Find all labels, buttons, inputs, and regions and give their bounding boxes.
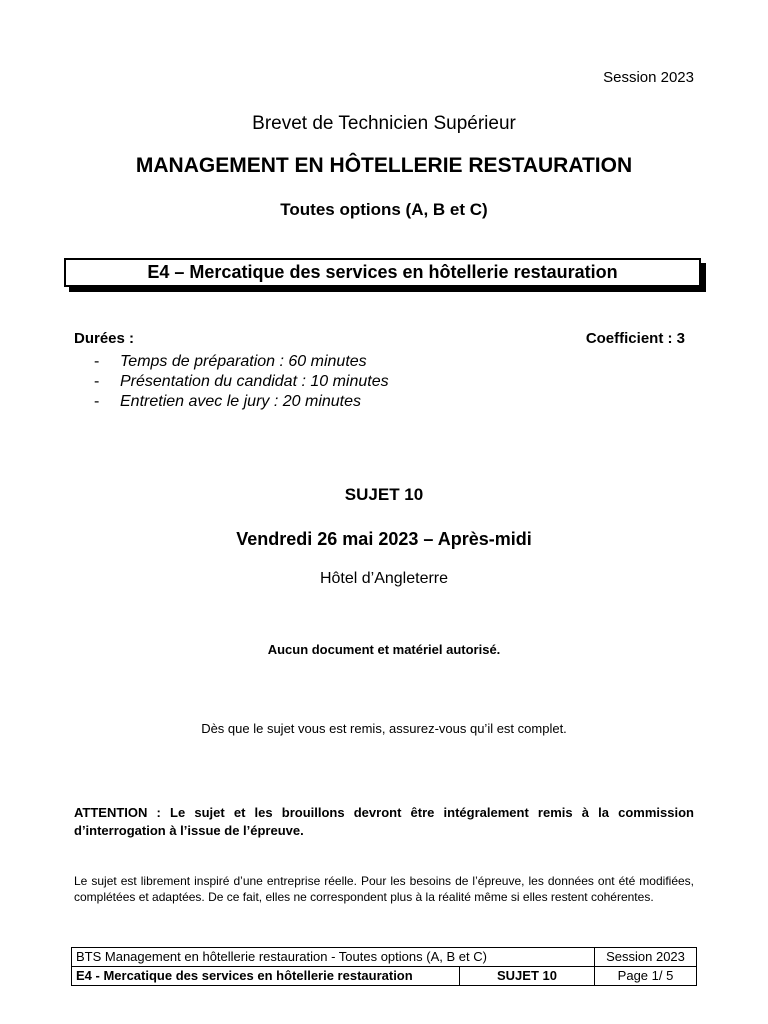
coefficient-label: Coefficient : 3: [585, 330, 685, 347]
options-subtitle: Toutes options (A, B et C): [280, 200, 488, 219]
footer-epreuve: E4 - Mercatique des services en hôtellerie restauration: [72, 967, 460, 986]
epreuve-title-box: [64, 258, 701, 287]
footer-page: Page 1/ 5: [595, 967, 697, 986]
sujet-number: SUJET 10: [344, 485, 424, 504]
diploma-title: Brevet de Technicien Supérieur: [252, 113, 516, 134]
list-item-text: Temps de préparation : 60 minutes: [120, 353, 367, 370]
no-documents-notice: Aucun document et matériel autorisé.: [267, 642, 501, 657]
list-dash: -: [94, 353, 100, 370]
session-label: Session 2023: [603, 69, 694, 86]
table-row: [72, 967, 697, 986]
footer-course: BTS Management en hôtellerie restauration - Toutes options (A, B et C): [72, 948, 595, 967]
list-item: [94, 352, 389, 372]
durees-label: Durées :: [74, 330, 135, 347]
footer-sujet: SUJET 10: [460, 967, 595, 986]
check-complete-notice: Dès que le sujet vous est remis, assurez-vous qu’il est complet.: [201, 721, 567, 736]
list-dash: -: [94, 393, 100, 410]
list-dash: -: [94, 373, 100, 390]
list-item: [94, 392, 389, 412]
epreuve-title: E4 – Mercatique des services en hôtellerie restauration: [147, 262, 618, 282]
table-row: [72, 948, 697, 967]
attention-notice: ATTENTION : Le sujet et les brouillons devront être intégralement remis à la commission d’interrogation à l’issue de l’épreuve.: [74, 805, 694, 838]
disclaimer-text: Le sujet est librement inspiré d’une entreprise réelle. Pour les besoins de l’épreuve, les données ont été modifiées, complétées et adaptées. De ce fait, elles ne correspondent plus à la réalité même si elles restent cohérentes.: [74, 874, 694, 904]
list-item-text: Présentation du candidat : 10 minutes: [120, 373, 389, 390]
footer-table: [71, 947, 697, 986]
footer-session: Session 2023: [595, 948, 697, 967]
page-title: MANAGEMENT EN HÔTELLERIE RESTAURATION: [135, 154, 633, 177]
durees-list: [94, 352, 389, 412]
list-item: [94, 372, 389, 392]
hotel-name: Hôtel d’Angleterre: [319, 570, 449, 587]
exam-date: Vendredi 26 mai 2023 – Après-midi: [236, 529, 532, 549]
list-item-text: Entretien avec le jury : 20 minutes: [120, 393, 362, 410]
